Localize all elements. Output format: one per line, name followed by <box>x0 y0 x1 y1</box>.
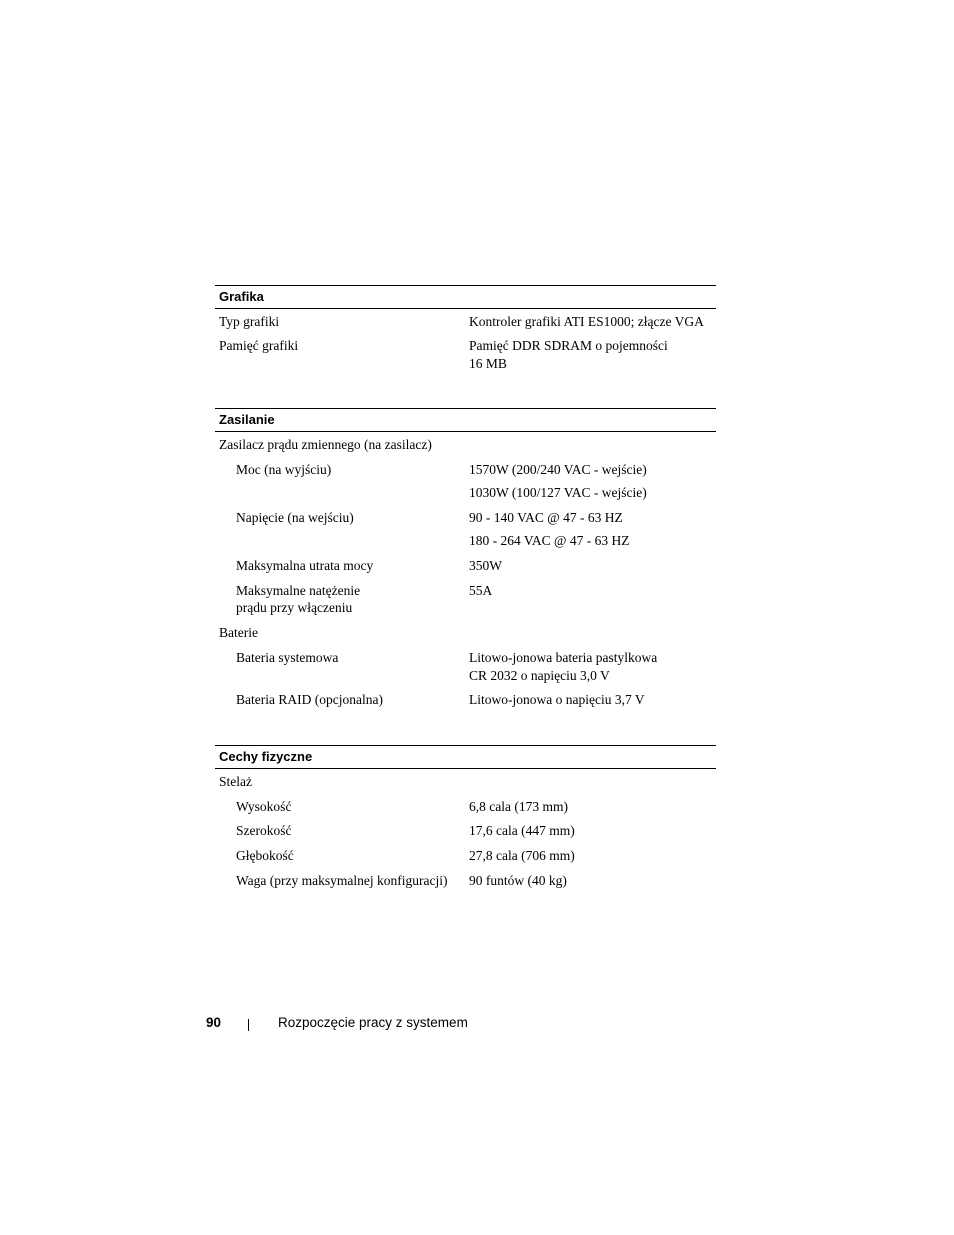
spec-label: Szerokość <box>236 823 292 838</box>
spec-value: 1030W (100/127 VAC - wejście) <box>469 485 647 500</box>
spec-group-label: Zasilacz prądu zmiennego (na zasilacz) <box>219 437 432 452</box>
spec-label: Pamięć grafiki <box>219 338 299 353</box>
spec-label: Bateria RAID (opcjonalna) <box>236 692 383 707</box>
spec-value: Kontroler grafiki ATI ES1000; złącze VGA <box>469 314 704 329</box>
spec-value: 27,8 cala (706 mm) <box>469 848 575 863</box>
spec-value: 90 funtów (40 kg) <box>469 873 567 888</box>
spec-group-label: Stelaż <box>219 774 252 789</box>
spec-value: 350W <box>469 558 502 573</box>
spec-label: Głębokość <box>236 848 294 863</box>
spec-value: Litowo-jonowa bateria pastylkowa <box>469 650 658 665</box>
section-cechy-fizyczne <box>215 745 716 888</box>
spec-value: 1570W (200/240 VAC - wejście) <box>469 462 647 477</box>
spec-value: 55A <box>469 583 493 598</box>
spec-label: Napięcie (na wejściu) <box>236 510 354 525</box>
page-number: 90 <box>206 1015 222 1030</box>
spec-value: 180 - 264 VAC @ 47 - 63 HZ <box>469 533 630 548</box>
spec-label: Maksymalna utrata mocy <box>236 558 374 573</box>
spec-value: Pamięć DDR SDRAM o pojemności <box>469 338 668 353</box>
section-zasilanie <box>215 408 716 707</box>
spec-value: 16 MB <box>469 356 507 371</box>
page-footer <box>0 1015 954 1035</box>
spec-label: Waga (przy maksymalnej konfiguracji) <box>236 873 448 888</box>
spec-label: Bateria systemowa <box>236 650 339 665</box>
spec-label: Wysokość <box>236 799 292 814</box>
spec-value: CR 2032 o napięciu 3,0 V <box>469 668 610 683</box>
spec-label: Moc (na wyjściu) <box>236 462 332 477</box>
section-title: Grafika <box>215 285 716 309</box>
spec-value: 90 - 140 VAC @ 47 - 63 HZ <box>469 510 623 525</box>
spec-label: Maksymalne natężenie <box>236 583 361 598</box>
spec-label: prądu przy włączeniu <box>236 600 353 615</box>
spec-label: Typ grafiki <box>219 314 280 329</box>
section-title: Zasilanie <box>215 408 716 432</box>
spec-group-label: Baterie <box>219 625 258 640</box>
spec-value: 6,8 cala (173 mm) <box>469 799 568 814</box>
footer-separator <box>248 1019 249 1031</box>
spec-value: Litowo-jonowa o napięciu 3,7 V <box>469 692 645 707</box>
footer-title: Rozpoczęcie pracy z systemem <box>278 1015 468 1030</box>
spec-value: 17,6 cala (447 mm) <box>469 823 575 838</box>
section-grafika <box>215 285 716 371</box>
section-title: Cechy fizyczne <box>215 745 716 769</box>
